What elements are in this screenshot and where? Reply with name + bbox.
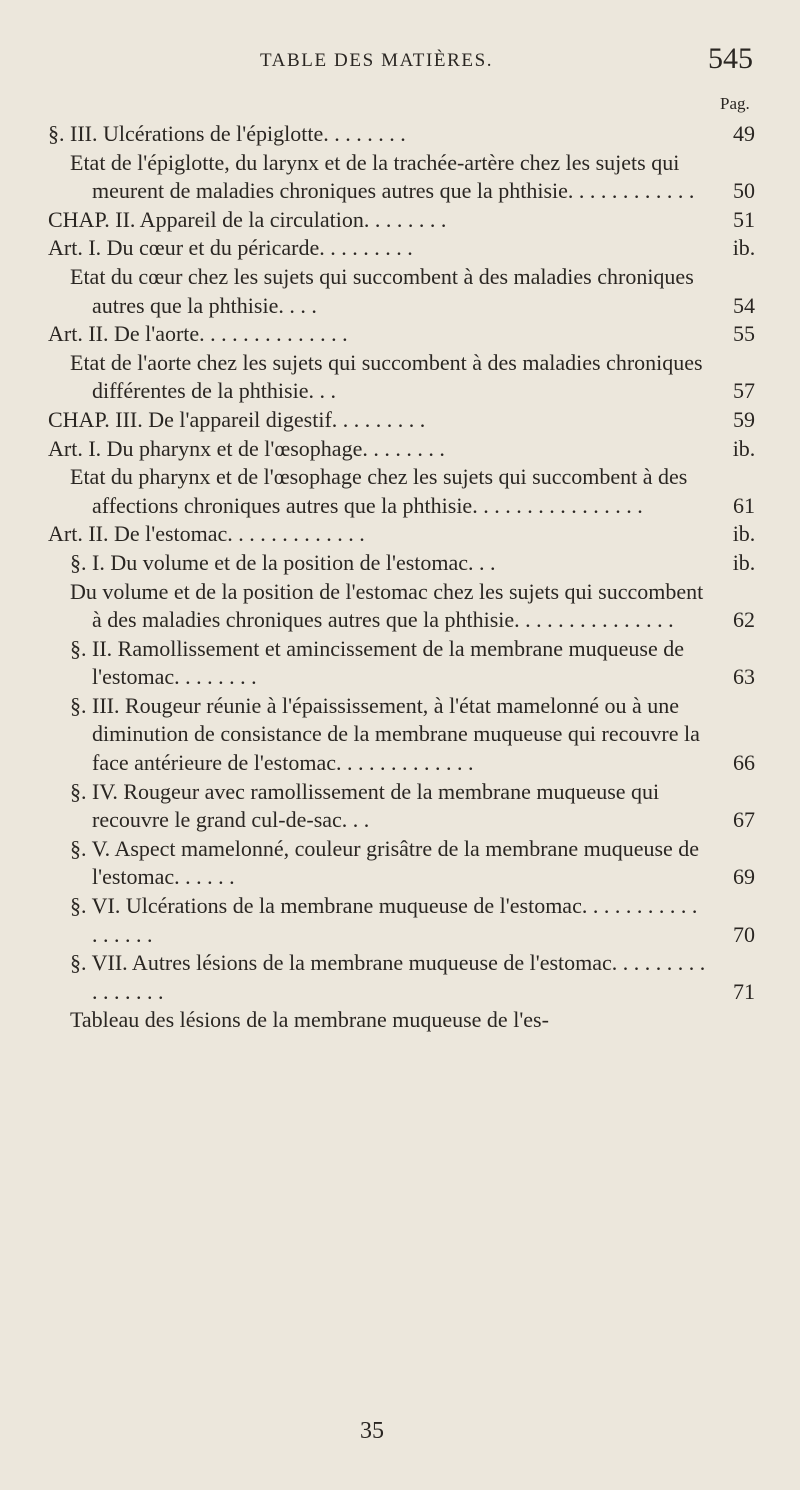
toc-entry-text: §. III. Rougeur réunie à l'épaississement, à l'état mamelonné ou à une diminution de consistance de la membrane muqueuse qui recouvre la face antérieure de l'estomac. . . . . . . . . . . . . — [70, 692, 700, 776]
toc-entry-page: ib. — [732, 435, 756, 461]
toc-entry — [48, 149, 772, 206]
toc-entry — [48, 263, 772, 320]
toc-entry-text: §. VI. Ulcérations de la membrane muqueuse de l'estomac. . . . . . . . . . . . . . . . . — [70, 893, 698, 947]
toc-entry-text: CHAP. III. De l'appareil digestif. . . . . . . . . — [48, 406, 426, 432]
pag-column-label: Pag. — [720, 94, 750, 113]
toc-entry-text: Etat de l'épiglotte, du larynx et de la trachée-artère chez les sujets qui meurent de maladies chroniques autres que la phthisie. . . . . . . . . . . . — [70, 149, 695, 204]
toc-entry-page: 55 — [733, 321, 755, 347]
toc-entry-page: 57 — [733, 378, 755, 404]
toc-entry-page: ib. — [732, 549, 756, 575]
toc-entry-page: 51 — [733, 206, 755, 232]
toc-entry — [48, 949, 772, 1006]
toc-entry-page: 61 — [733, 492, 755, 518]
toc-entry — [48, 463, 772, 520]
toc-entry-text: §. V. Aspect mamelonné, couleur grisâtre de la membrane muqueuse de l'estomac. . . . . . — [70, 835, 700, 890]
toc-entry-text: Etat de l'aorte chez les sujets qui succombent à des maladies chroniques différentes de la phthisie. . . — [70, 349, 703, 404]
toc-entry-text: §. II. Ramollissement et amincissement de la membrane muqueuse de l'estomac. . . . . . . . — [70, 635, 684, 690]
toc-entry-text: Art. II. De l'aorte. . . . . . . . . . . . . . — [48, 321, 348, 347]
toc-entry-page: 62 — [733, 607, 755, 633]
toc-entry-text: Art. I. Du cœur et du péricarde. . . . . . . . . — [48, 235, 413, 261]
toc-entry — [48, 578, 772, 635]
toc-entry-text: §. I. Du volume et de la position de l'estomac. . . — [70, 549, 496, 575]
toc-entry-text: Art. II. De l'estomac. . . . . . . . . . . . . — [48, 521, 365, 547]
signature-mark: 35 — [360, 1418, 384, 1444]
toc-entry — [48, 1006, 772, 1035]
toc-entry — [48, 549, 772, 578]
toc-entry — [48, 520, 772, 549]
toc-entry-page: 59 — [733, 406, 755, 432]
toc-entry-page: ib. — [732, 521, 756, 547]
toc-entry-page: ib. — [732, 235, 756, 261]
toc-entry-text: CHAP. II. Appareil de la circulation. . . . . . . . — [48, 206, 447, 232]
toc-entry-page: 71 — [733, 978, 755, 1004]
toc-entry — [48, 778, 772, 835]
toc-entry — [48, 234, 772, 263]
toc-entry-page: 50 — [733, 178, 755, 204]
toc-entry-text: Etat du cœur chez les sujets qui succombent à des maladies chroniques autres que la phthisie. . . . — [70, 263, 694, 318]
toc-entry — [48, 692, 772, 778]
toc-entry-text: §. VII. Autres lésions de la membrane muqueuse de l'estomac. . . . . . . . . . . . . . . . — [70, 950, 706, 1004]
toc-entry — [48, 635, 772, 692]
toc-entry-text: Du volume et de la position de l'estomac chez les sujets qui succombent à des maladies chroniques autres que la phthisie. . . . . . . . . . . . . . . — [70, 578, 704, 633]
toc-entry-page: 66 — [733, 750, 755, 776]
toc-entry — [48, 406, 772, 435]
toc-entry-text: §. III. Ulcérations de l'épiglotte. . . . . . . . — [48, 121, 406, 146]
toc-entry — [48, 206, 772, 235]
toc-entry-page: 63 — [733, 664, 755, 690]
table-of-contents — [48, 120, 772, 1035]
toc-entry-page: 54 — [733, 292, 755, 318]
toc-entry-page: 67 — [733, 807, 755, 833]
toc-entry — [48, 320, 772, 349]
toc-entry-page: 70 — [733, 921, 755, 947]
toc-entry-text: Etat du pharynx et de l'œsophage chez les sujets qui succombent à des affections chroniques autres que la phthisie. . . . . . . . . . . . . . . . — [70, 464, 688, 518]
toc-entry-page: 69 — [733, 864, 755, 890]
toc-entry-page: 49 — [733, 121, 755, 146]
toc-entry — [48, 892, 772, 949]
toc-entry — [48, 835, 772, 892]
page-number: 545 — [708, 42, 753, 75]
running-title: TABLE DES MATIÈRES. — [260, 50, 494, 71]
toc-entry-text: Art. I. Du pharynx et de l'œsophage. . . . . . . . — [48, 435, 445, 461]
toc-entry-text: Tableau des lésions de la membrane muqueuse de l'es- — [70, 1007, 549, 1033]
toc-entry-text: §. IV. Rougeur avec ramollissement de la membrane muqueuse qui recouvre le grand cul-de-sac. . . — [70, 778, 660, 833]
toc-entry — [48, 120, 772, 149]
toc-entry — [48, 435, 772, 464]
toc-entry — [48, 349, 772, 406]
